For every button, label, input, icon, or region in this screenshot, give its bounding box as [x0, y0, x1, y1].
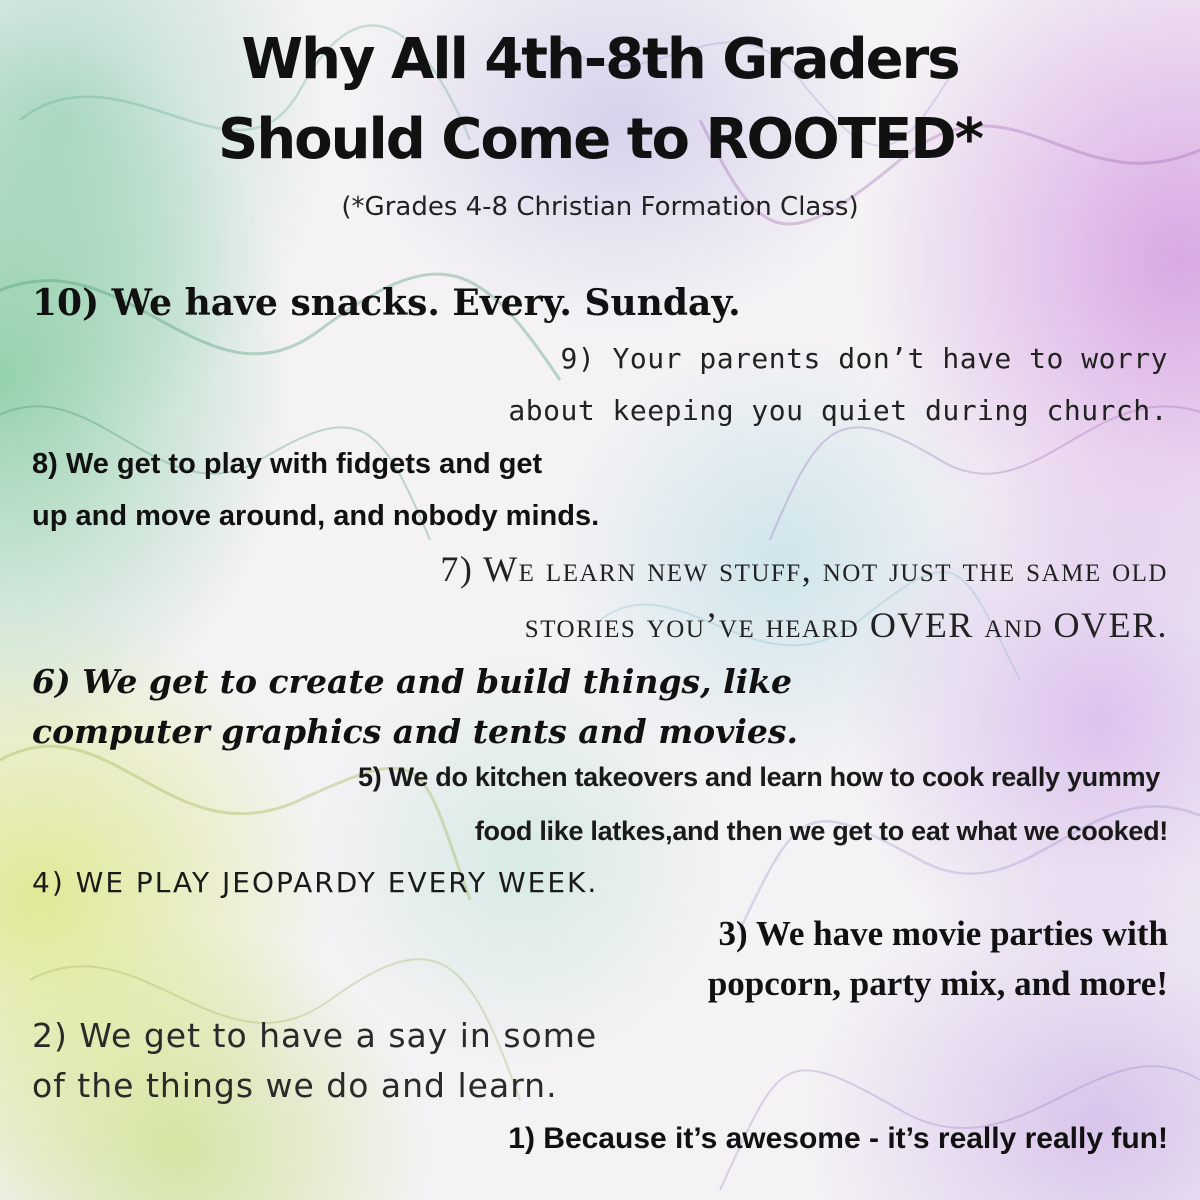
reason-7-line-1: 7) We learn new stuff, not just the same old	[440, 549, 1168, 589]
reason-6-line-2: computer graphics and tents and movies.	[32, 712, 798, 751]
reason-2-line-2: of the things we do and learn.	[32, 1066, 558, 1105]
reason-6-line-1: 6) We get to create and build things, like	[32, 662, 793, 701]
page-title-line-2: Should Come to ROOTED*	[217, 107, 982, 172]
reason-3-line-1: 3) We have movie parties with	[718, 914, 1168, 953]
reason-8-line-1: 8) We get to play with fidgets and get	[32, 448, 543, 480]
reason-7-line-2: stories you’ve heard OVER and OVER.	[524, 605, 1168, 645]
reason-10-line-1: 10) We have snacks. Every. Sunday.	[32, 282, 741, 324]
reason-2-line-1: 2) We get to have a say in some	[32, 1016, 598, 1055]
reason-1-line-1: 1) Because it’s awesome - it’s really really fun!	[508, 1122, 1168, 1155]
reason-5-line-1: 5) We do kitchen takeovers and learn how to cook really yummy	[358, 762, 1160, 792]
title-footnote: (*Grades 4-8 Christian Formation Class)	[341, 192, 859, 222]
reason-9-line-2: about keeping you quiet during church.	[508, 394, 1168, 427]
reason-9-line-1: 9) Your parents don’t have to worry	[560, 342, 1168, 375]
reason-8-line-2: up and move around, and nobody minds.	[32, 500, 600, 532]
reason-3-line-2: popcorn, party mix, and more!	[707, 964, 1168, 1003]
page-title-line-1: Why All 4th-8th Graders	[241, 27, 959, 92]
reason-5-line-2: food like latkes,and then we get to eat what we cooked!	[474, 816, 1168, 846]
reason-4-line-1: 4) WE PLAY JEOPARDY EVERY WEEK.	[32, 866, 599, 899]
